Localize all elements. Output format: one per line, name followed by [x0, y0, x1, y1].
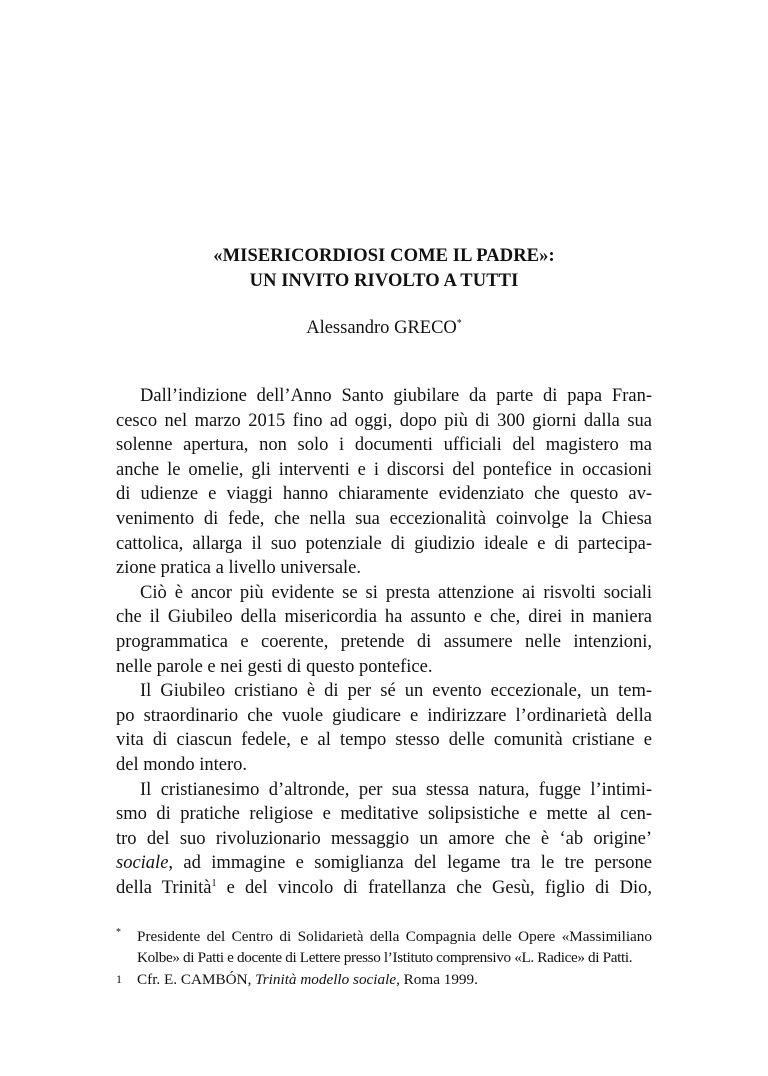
- footnote-marker: *: [116, 927, 121, 938]
- text-line: del mondo intero.: [116, 754, 248, 775]
- footnote-line: Cfr. E. CAMBÓN, Trinità modello sociale, Roma 1999.: [137, 970, 478, 988]
- text-line: che il Giubileo della misericordia ha assunto e che, direi in maniera: [116, 607, 652, 628]
- footnote-marker: 1: [116, 971, 122, 986]
- footnote-1: [116, 969, 652, 990]
- text-line: sociale, ad immagine e somiglianza del legame tra le tre persone: [116, 853, 652, 874]
- text-line: programmatica e coerente, pretende di assumere nelle intenzioni,: [116, 631, 652, 652]
- text-line: cattolica, allarga il suo potenziale di giudizio ideale e di partecipa-: [116, 533, 652, 554]
- italic-word: sociale: [116, 853, 169, 874]
- paragraph-4: [116, 778, 652, 901]
- article-title: [0, 244, 768, 294]
- author-surname: GRECO: [394, 318, 457, 338]
- paragraph-2: [116, 581, 652, 679]
- text-line: della Trinità$^1$ e del vincolo di fratellanza che Gesù, figlio di Dio,: [116, 877, 653, 898]
- text-line: zione pratica a livello universale.: [116, 558, 362, 579]
- text-line: Il Giubileo cristiano è di per sé un evento eccezionale, un tem-: [140, 681, 652, 702]
- author-line: [0, 316, 768, 340]
- text-line: nelle parole e nei gesti di questo pontefice.: [116, 656, 433, 677]
- text-line: po straordinario che vuole giudicare e indirizzare l’ordinarietà della: [116, 705, 652, 726]
- text-line: cesco nel marzo 2015 fino ad oggi, dopo più di 300 giorni dalla sua: [116, 410, 652, 431]
- text-line: di udienze e viaggi hanno chiaramente evidenziato che questo av-: [116, 484, 652, 505]
- text-line: Il cristianesimo d’altronde, per sua stessa natura, fugge l’intimi-: [140, 779, 652, 800]
- footnote-line: Presidente del Centro di Solidarietà della Compagnia delle Opere «Massimiliano: [137, 928, 652, 945]
- author-footnote-marker: *: [456, 317, 462, 329]
- text-line: vita di ciascun fedele, e al tempo stesso delle comunità cristiane e: [116, 730, 652, 751]
- title-line-1: «MISERICORDIOSI COME IL PADRE»:: [213, 246, 555, 266]
- article-body: [116, 384, 652, 900]
- footnote-line: Kolbe» di Patti e docente di Lettere presso l’Istituto comprensivo «L. Radice» di Patti.: [137, 949, 633, 967]
- title-line-2: UN INVITO RIVOLTO A TUTTI: [249, 271, 519, 291]
- footnote-reference-1[interactable]: 1: [211, 877, 217, 889]
- text-line: tro del suo rivoluzionario messaggio un amore che è ‘ab origine’: [116, 828, 652, 849]
- paragraph-1: [116, 384, 652, 581]
- text-line: anche le omelie, gli interventi e i discorsi del pontefice in occasioni: [116, 459, 652, 480]
- text-line: Ciò è ancor più evidente se si presta attenzione ai risvolti sociali: [140, 582, 652, 603]
- author-first-name: Alessandro: [306, 318, 390, 338]
- text-line: venimento di fede, che nella sua eccezionalità coinvolge la Chiesa: [116, 508, 652, 529]
- paragraph-3: [116, 679, 652, 777]
- text-line: solenne apertura, non solo i documenti ufficiali del magistero ma: [116, 435, 652, 456]
- footnotes: [116, 926, 652, 990]
- text-line: Dall’indizione dell’Anno Santo giubilare da parte di papa Fran-: [140, 386, 652, 406]
- text-line: smo di pratiche religiose e meditative solipsistiche e mette al cen-: [116, 804, 652, 825]
- work-title: Trinità modello sociale: [255, 970, 397, 988]
- footnote-author: [116, 926, 652, 969]
